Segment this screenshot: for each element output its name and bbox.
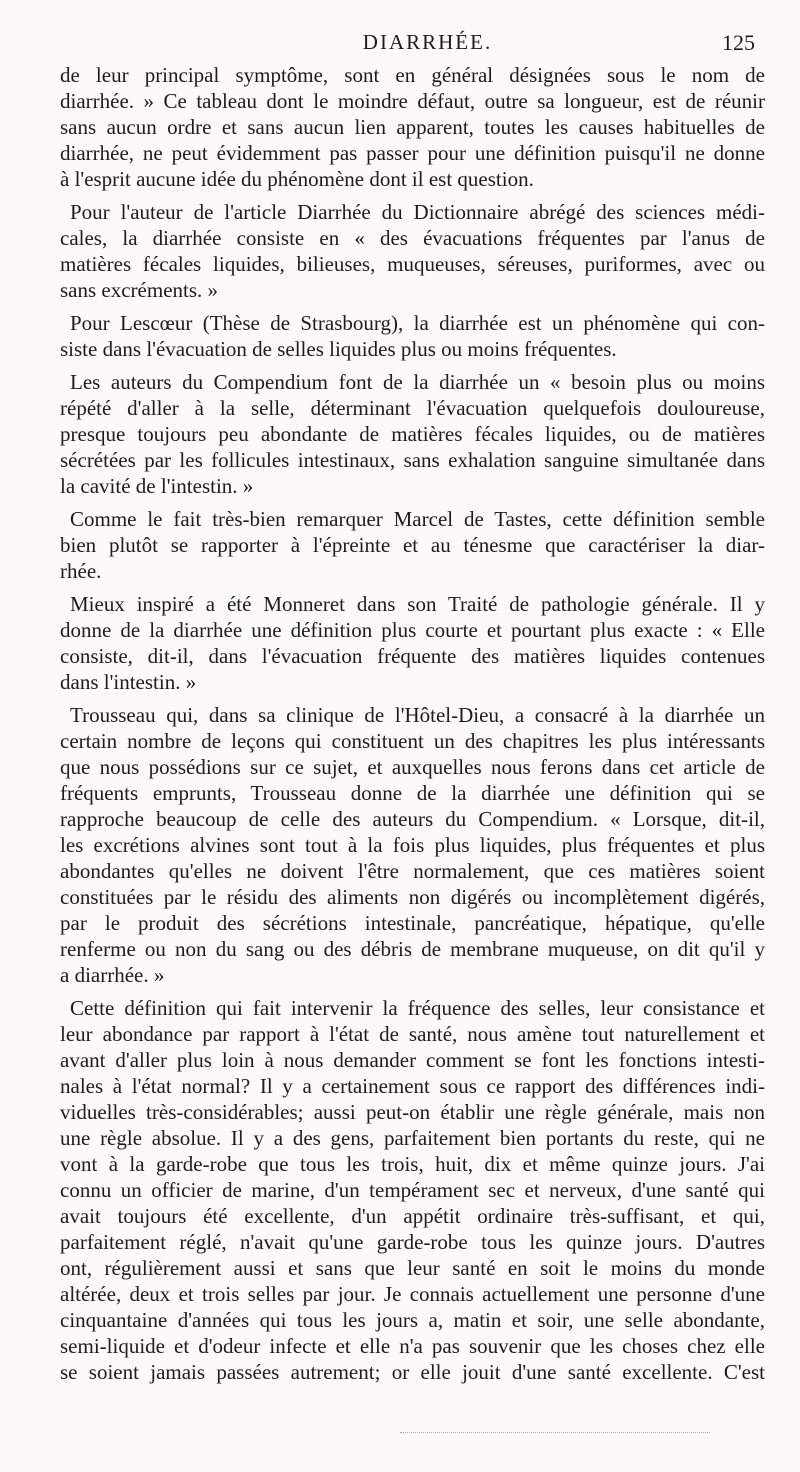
text-line: consiste, dit-il, dans l'évacuation fréquente des matières liquides contenues (60, 644, 765, 668)
text-line: bien plutôt se rapporter à l'épreinte et au ténesme que caractériser la diar- (60, 533, 765, 557)
paragraph (60, 369, 765, 499)
text-line: abondantes qu'elles ne doivent l'être normalement, que ces matières soient (60, 859, 765, 883)
text-line: la cavité de l'intestin. » (60, 474, 254, 498)
text-line: répété d'aller à la selle, déterminant l'évacuation quelquefois douloureuse, (60, 396, 765, 420)
paragraph (60, 310, 765, 362)
text-line: Comme le fait très-bien remarquer Marcel de Tastes, cette définition semble (70, 507, 765, 531)
text-line: Pour l'auteur de l'article Diarrhée du Dictionnaire abrégé des sciences médi- (70, 200, 765, 224)
text-line: sécrétées par les follicules intestinaux, sans exhalation sanguine simultanée dans (60, 448, 765, 472)
paragraph (60, 506, 765, 584)
text-line: altérée, deux et trois selles par jour. Je connais actuellement une personne d'une (60, 1282, 765, 1306)
text-line: renferme ou non du sang ou des débris de membrane muqueuse, on dit qu'il y (60, 937, 765, 961)
page-number: 125 (722, 30, 755, 55)
paragraph (60, 702, 765, 988)
text-line: à l'esprit aucune idée du phénomène dont il est question. (60, 167, 534, 191)
paragraph (60, 62, 765, 192)
paragraph (60, 591, 765, 695)
paragraph (60, 199, 765, 303)
text-line: parfaitement réglé, n'avait qu'une garde-robe tous les quinze jours. D'autres (60, 1230, 765, 1254)
text-line: sans excréments. » (60, 278, 219, 302)
body-text (60, 62, 765, 1392)
text-line: rhée. (60, 559, 102, 583)
text-line: leur abondance par rapport à l'état de santé, nous amène tout naturellement et (60, 1022, 765, 1046)
text-line: se soient jamais passées autrement; or elle jouit d'une santé excellente. C'est (60, 1360, 765, 1384)
text-line: donne de la diarrhée une définition plus courte et pourtant plus exacte : « Elle (60, 618, 765, 642)
text-line: cales, la diarrhée consiste en « des évacuations fréquentes par l'anus de (60, 226, 765, 250)
text-line: connu un officier de marine, d'un tempérament sec et nerveux, d'une santé qui (60, 1178, 765, 1202)
text-line: a diarrhée. » (60, 963, 165, 987)
text-line: avant d'aller plus loin à nous demander comment se font les fonctions intesti- (60, 1048, 765, 1072)
text-line: presque toujours peu abondante de matières fécales liquides, ou de matières (60, 422, 765, 446)
text-line: les excrétions alvines sont tout à la fois plus liquides, plus fréquentes et plus (60, 833, 765, 857)
text-line: dans l'intestin. » (60, 670, 197, 694)
text-line: Les auteurs du Compendium font de la diarrhée un « besoin plus ou moins (70, 370, 765, 394)
text-line: de leur principal symptôme, sont en général désignées sous le nom de (60, 63, 765, 87)
text-line: cinquantaine d'années qui tous les jours a, matin et soir, une selle abondante, (60, 1308, 765, 1332)
text-line: par le produit des sécrétions intestinale, pancréatique, hépatique, qu'elle (60, 911, 765, 935)
text-line: diarrhée. » Ce tableau dont le moindre défaut, outre sa longueur, est de réunir (60, 89, 765, 113)
text-line: semi-liquide et d'odeur infecte et elle n'a pas souvenir que les choses chez elle (60, 1334, 765, 1358)
bottom-dotted-rule (400, 1432, 710, 1433)
text-line: rapproche beaucoup de celle des auteurs du Compendium. « Lorsque, dit-il, (60, 807, 765, 831)
text-line: nales à l'état normal? Il y a certainement sous ce rapport des différences indi- (60, 1074, 765, 1098)
text-line: constituées par le résidu des aliments non digérés ou incomplètement digérés, (60, 885, 765, 909)
text-line: matières fécales liquides, bilieuses, muqueuses, séreuses, puriformes, avec ou (60, 252, 765, 276)
running-head (60, 30, 755, 60)
paragraph (60, 995, 765, 1385)
text-line: ont, régulièrement aussi et sans que leur santé en soit le moins du monde (60, 1256, 765, 1280)
text-line: diarrhée, ne peut évidemment pas passer pour une définition puisqu'il ne donne (60, 141, 765, 165)
text-line: siste dans l'évacuation de selles liquides plus ou moins fréquentes. (60, 337, 617, 361)
text-line: une règle absolue. Il y a des gens, parfaitement bien portants du reste, qui ne (60, 1126, 765, 1150)
text-line: Cette définition qui fait intervenir la fréquence des selles, leur consistance et (70, 996, 765, 1020)
text-line: Pour Lescœur (Thèse de Strasbourg), la diarrhée est un phénomène qui con- (70, 311, 765, 335)
running-title: DIARRHÉE. (362, 30, 493, 54)
text-line: fréquents emprunts, Trousseau donne de la diarrhée une définition qui se (60, 781, 765, 805)
text-line: viduelles très-considérables; aussi peut-on établir une règle générale, mais non (60, 1100, 765, 1124)
text-line: certain nombre de leçons qui constituent un des chapitres les plus intéressants (60, 729, 765, 753)
text-line: Mieux inspiré a été Monneret dans son Traité de pathologie générale. Il y (70, 592, 765, 616)
text-line: sans aucun ordre et sans aucun lien apparent, toutes les causes habituelles de (60, 115, 765, 139)
text-line: avait toujours été excellente, d'un appétit ordinaire très-suffisant, et qui, (60, 1204, 765, 1228)
text-line: vont à la garde-robe que tous les trois, huit, dix et même quinze jours. J'ai (60, 1152, 765, 1176)
text-line: que nous possédions sur ce sujet, et auxquelles nous ferons dans cet article de (60, 755, 765, 779)
text-line: Trousseau qui, dans sa clinique de l'Hôtel-Dieu, a consacré à la diarrhée un (70, 703, 765, 727)
